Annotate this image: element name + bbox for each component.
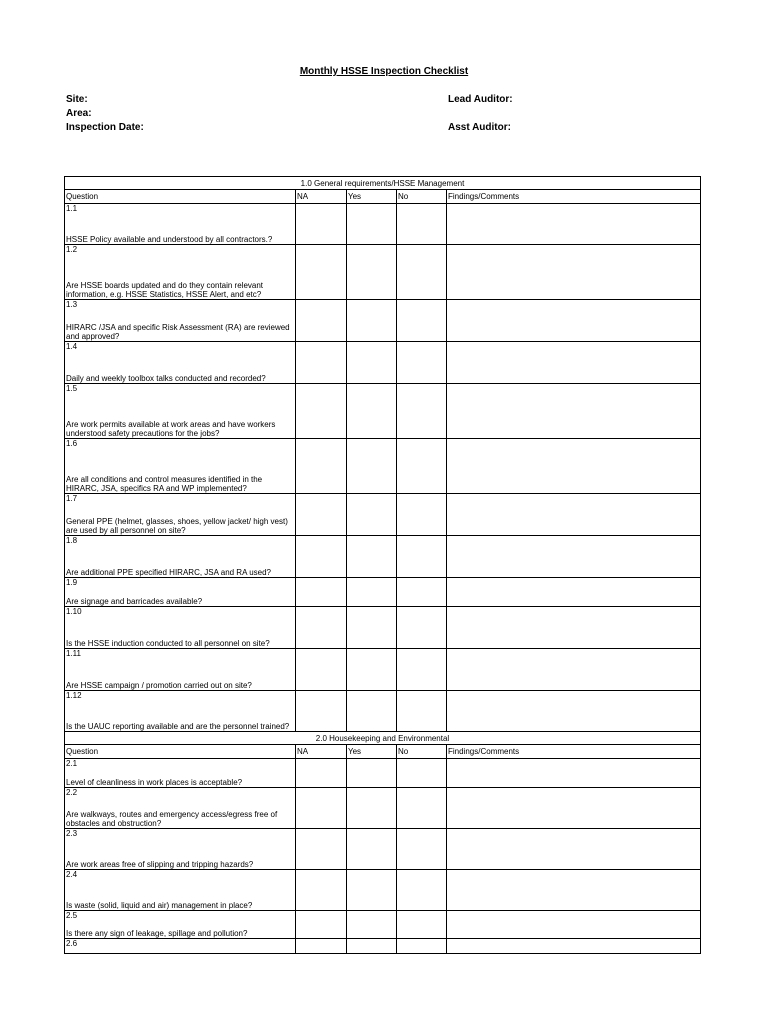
question-number: 1.10 <box>66 607 82 616</box>
question-cell <box>65 384 296 439</box>
findings-cell[interactable] <box>447 939 701 954</box>
column-header-findings-comments: Findings/Comments <box>447 190 701 204</box>
findings-cell[interactable] <box>447 204 701 245</box>
question-text: Are work permits available at work areas and have workers understood safety precautions for the jobs? <box>66 420 276 438</box>
question-text: General PPE (helmet, glasses, shoes, yellow jacket/ high vest) are used by all personnel on site? <box>66 517 288 535</box>
findings-cell[interactable] <box>447 788 701 829</box>
question-number: 1.6 <box>66 439 78 448</box>
question-row <box>65 939 701 954</box>
na-cell[interactable] <box>296 204 347 245</box>
findings-cell[interactable] <box>447 494 701 536</box>
question-cell <box>65 829 296 870</box>
question-cell <box>65 494 296 536</box>
question-row <box>65 788 701 829</box>
question-row <box>65 578 701 607</box>
question-text: Is there any sign of leakage, spillage and pollution? <box>66 929 248 938</box>
question-text: HSSE Policy available and understood by all contractors.? <box>66 235 273 244</box>
na-cell[interactable] <box>296 578 347 607</box>
na-cell[interactable] <box>296 300 347 342</box>
no-cell[interactable] <box>397 439 447 494</box>
findings-cell[interactable] <box>447 384 701 439</box>
no-cell[interactable] <box>397 649 447 691</box>
question-number: 1.11 <box>66 649 81 658</box>
question-cell <box>65 870 296 911</box>
question-cell <box>65 911 296 939</box>
question-number: 2.6 <box>66 939 78 948</box>
question-text: Is the UAUC reporting available and are the personnel trained? <box>66 722 290 731</box>
column-header-no: No <box>397 745 447 759</box>
yes-cell[interactable] <box>347 300 397 342</box>
na-cell[interactable] <box>296 759 347 788</box>
na-cell[interactable] <box>296 939 347 954</box>
yes-cell[interactable] <box>347 245 397 300</box>
column-header-row <box>65 190 701 204</box>
column-header-no: No <box>397 190 447 204</box>
yes-cell[interactable] <box>347 536 397 578</box>
area-label: Area: <box>66 108 92 119</box>
question-row <box>65 870 701 911</box>
no-cell[interactable] <box>397 607 447 649</box>
na-cell[interactable] <box>296 494 347 536</box>
findings-cell[interactable] <box>447 342 701 384</box>
na-cell[interactable] <box>296 870 347 911</box>
na-cell[interactable] <box>296 245 347 300</box>
question-cell <box>65 342 296 384</box>
yes-cell[interactable] <box>347 439 397 494</box>
inspection-date-label: Inspection Date: <box>66 122 144 133</box>
question-number: 1.3 <box>66 300 78 309</box>
findings-cell[interactable] <box>447 691 701 732</box>
question-row <box>65 204 701 245</box>
question-cell <box>65 300 296 342</box>
question-row <box>65 245 701 300</box>
question-text: Are additional PPE specified HIRARC, JSA and RA used? <box>66 568 271 577</box>
findings-cell[interactable] <box>447 536 701 578</box>
section-header-row <box>65 177 701 190</box>
question-text: Is waste (solid, liquid and air) management in place? <box>66 901 253 910</box>
question-cell <box>65 788 296 829</box>
question-number: 2.2 <box>66 788 78 797</box>
yes-cell[interactable] <box>347 829 397 870</box>
findings-cell[interactable] <box>447 829 701 870</box>
question-text: Are signage and barricades available? <box>66 597 203 606</box>
na-cell[interactable] <box>296 788 347 829</box>
column-header-na: NA <box>296 745 347 759</box>
question-row <box>65 649 701 691</box>
question-text: Are all conditions and control measures identified in the HIRARC, JSA, specifics RA and WP implemented? <box>66 475 263 493</box>
question-cell <box>65 245 296 300</box>
na-cell[interactable] <box>296 691 347 732</box>
question-number: 2.4 <box>66 870 78 879</box>
no-cell[interactable] <box>397 939 447 954</box>
column-header-na: NA <box>296 190 347 204</box>
findings-cell[interactable] <box>447 300 701 342</box>
question-row <box>65 691 701 732</box>
question-cell <box>65 204 296 245</box>
question-row <box>65 494 701 536</box>
section-title: 2.0 Housekeeping and Environmental <box>65 732 701 745</box>
question-row <box>65 829 701 870</box>
question-text: Are walkways, routes and emergency access/egress free of obstacles and obstruction? <box>66 810 278 828</box>
findings-cell[interactable] <box>447 245 701 300</box>
no-cell[interactable] <box>397 536 447 578</box>
checklist-table <box>64 176 701 954</box>
question-row <box>65 300 701 342</box>
findings-cell[interactable] <box>447 439 701 494</box>
na-cell[interactable] <box>296 649 347 691</box>
question-text: HIRARC /JSA and specific Risk Assessment (RA) are reviewed and approved? <box>66 323 290 341</box>
no-cell[interactable] <box>397 691 447 732</box>
question-row <box>65 911 701 939</box>
question-number: 2.1 <box>66 759 78 768</box>
question-text: Are HSSE campaign / promotion carried out on site? <box>66 681 252 690</box>
site-label: Site: <box>66 94 88 105</box>
question-text: Level of cleanliness in work places is acceptable? <box>66 778 243 787</box>
question-cell <box>65 649 296 691</box>
section-title: 1.0 General requirements/HSSE Management <box>65 177 701 190</box>
no-cell[interactable] <box>397 870 447 911</box>
no-cell[interactable] <box>397 245 447 300</box>
question-number: 2.3 <box>66 829 78 838</box>
findings-cell[interactable] <box>447 607 701 649</box>
asst-auditor-label: Asst Auditor: <box>448 122 511 133</box>
question-number: 1.5 <box>66 384 78 393</box>
lead-auditor-label: Lead Auditor: <box>448 94 513 105</box>
no-cell[interactable] <box>397 759 447 788</box>
yes-cell[interactable] <box>347 870 397 911</box>
yes-cell[interactable] <box>347 342 397 384</box>
yes-cell[interactable] <box>347 649 397 691</box>
section-header-row <box>65 732 701 745</box>
question-text: Are HSSE boards updated and do they contain relevant information, e.g. HSSE Statistics, HSSE Alert, and etc? <box>66 281 264 299</box>
yes-cell[interactable] <box>347 759 397 788</box>
question-number: 1.4 <box>66 342 78 351</box>
column-header-question: Question <box>65 190 296 204</box>
findings-cell[interactable] <box>447 578 701 607</box>
question-row <box>65 384 701 439</box>
na-cell[interactable] <box>296 536 347 578</box>
question-row <box>65 439 701 494</box>
na-cell[interactable] <box>296 384 347 439</box>
na-cell[interactable] <box>296 829 347 870</box>
no-cell[interactable] <box>397 911 447 939</box>
findings-cell[interactable] <box>447 649 701 691</box>
yes-cell[interactable] <box>347 939 397 954</box>
findings-cell[interactable] <box>447 870 701 911</box>
no-cell[interactable] <box>397 300 447 342</box>
na-cell[interactable] <box>296 607 347 649</box>
no-cell[interactable] <box>397 578 447 607</box>
findings-cell[interactable] <box>447 911 701 939</box>
question-text: Is the HSSE induction conducted to all personnel on site? <box>66 639 270 648</box>
na-cell[interactable] <box>296 342 347 384</box>
column-header-yes: Yes <box>347 190 397 204</box>
question-row <box>65 342 701 384</box>
question-row <box>65 536 701 578</box>
question-number: 2.5 <box>66 911 78 920</box>
question-cell <box>65 578 296 607</box>
yes-cell[interactable] <box>347 384 397 439</box>
no-cell[interactable] <box>397 788 447 829</box>
no-cell[interactable] <box>397 342 447 384</box>
no-cell[interactable] <box>397 384 447 439</box>
column-header-findings-comments: Findings/Comments <box>447 745 701 759</box>
question-row <box>65 759 701 788</box>
question-cell <box>65 691 296 732</box>
question-cell <box>65 607 296 649</box>
na-cell[interactable] <box>296 911 347 939</box>
question-row <box>65 607 701 649</box>
column-header-yes: Yes <box>347 745 397 759</box>
question-number: 1.1 <box>66 204 78 213</box>
yes-cell[interactable] <box>347 607 397 649</box>
question-cell <box>65 759 296 788</box>
yes-cell[interactable] <box>347 578 397 607</box>
no-cell[interactable] <box>397 204 447 245</box>
yes-cell[interactable] <box>347 911 397 939</box>
column-header-row <box>65 745 701 759</box>
column-header-question: Question <box>65 745 296 759</box>
page-title: Monthly HSSE Inspection Checklist <box>299 66 469 77</box>
question-cell <box>65 439 296 494</box>
no-cell[interactable] <box>397 829 447 870</box>
no-cell[interactable] <box>397 494 447 536</box>
yes-cell[interactable] <box>347 494 397 536</box>
yes-cell[interactable] <box>347 691 397 732</box>
question-cell <box>65 536 296 578</box>
yes-cell[interactable] <box>347 788 397 829</box>
question-text: Are work areas free of slipping and tripping hazards? <box>66 860 254 869</box>
na-cell[interactable] <box>296 439 347 494</box>
question-number: 1.2 <box>66 245 78 254</box>
question-number: 1.7 <box>66 494 78 503</box>
question-text: Daily and weekly toolbox talks conducted and recorded? <box>66 374 266 383</box>
findings-cell[interactable] <box>447 759 701 788</box>
question-number: 1.8 <box>66 536 78 545</box>
yes-cell[interactable] <box>347 204 397 245</box>
question-cell <box>65 939 296 954</box>
question-number: 1.9 <box>66 578 78 587</box>
question-number: 1.12 <box>66 691 82 700</box>
